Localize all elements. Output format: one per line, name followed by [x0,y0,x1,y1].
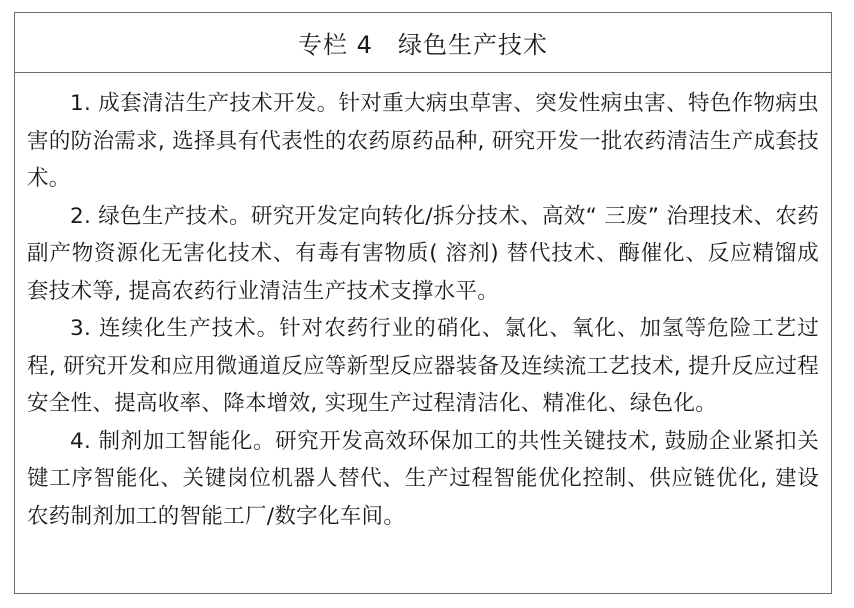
paragraph-green-production: 2. 绿色生产技术。研究开发定向转化/拆分技术、高效“ 三废” 治理技术、农药副产物资源化无害化技术、有毒有害物质( 溶剂) 替代技术、酶催化、反应精馏成套技术等, 提高农药行业清洁生产技术支撑水平。 [27,203,819,304]
info-box [14,12,832,594]
paragraph-formulation-intelligence: 4. 制剂加工智能化。研究开发高效环保加工的共性关键技术, 鼓励企业紧扣关键工序智能化、关键岗位机器人替代、生产过程智能优化控制、供应链优化, 建设农药制剂加工的智能工厂/数字化车间。 [27,428,819,529]
box-header [15,13,831,73]
paragraph-continuous-production: 3. 连续化生产技术。针对农药行业的硝化、氯化、氧化、加氢等危险工艺过程, 研究开发和应用微通道反应等新型反应器装备及连续流工艺技术, 提升反应过程安全性、提高收率、降本增效, 实现生产过程清洁化、精准化、绿色化。 [27,316,819,416]
paragraph-clean-production: 1. 成套清洁生产技术开发。针对重大病虫草害、突发性病虫害、特色作物病虫害的防治需求, 选择具有代表性的农药原药品种, 研究开发一批农药清洁生产成套技术。 [27,91,819,191]
box-title: 专栏 4 绿色生产技术 [298,31,548,59]
box-content [15,73,831,535]
